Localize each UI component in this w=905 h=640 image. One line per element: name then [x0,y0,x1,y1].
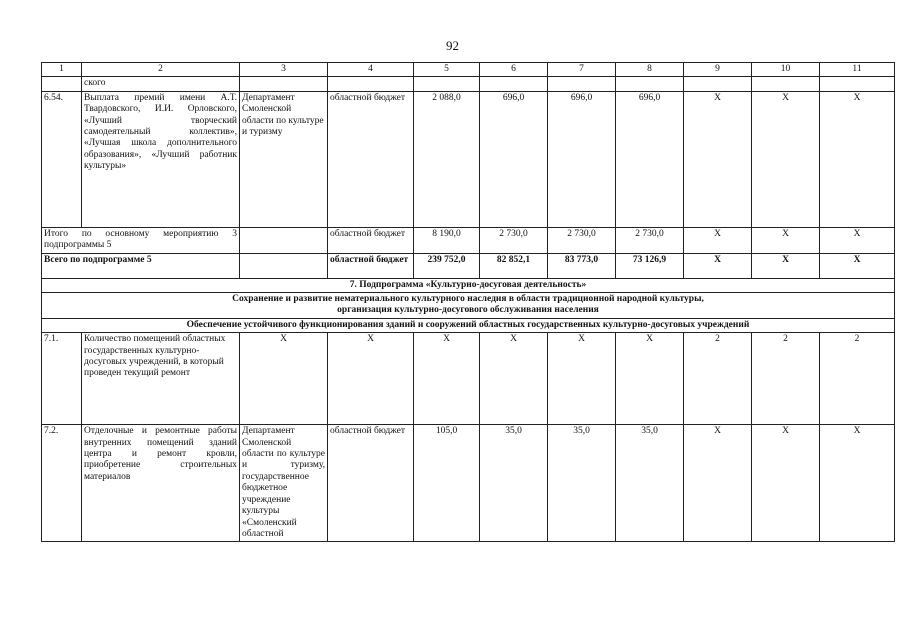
indicator-year-3: Х [820,253,895,278]
col-header-8: 8 [616,63,684,77]
value-year-1: 696,0 [480,91,548,227]
indicator-year-3: Х [820,425,895,542]
col-header-6: 6 [480,63,548,77]
subtotal-label: Итого по основному мероприятию 3 подпрограммы 5 [42,227,240,253]
value-year-1: 35,0 [480,425,548,542]
executor: Департамент Смоленской области по культуре и туризму [240,91,328,227]
measure-name: Количество помещений областных государственных культурно-досуговых учреждений, в который проведен текущий ремонт [82,333,240,425]
goal-line-2: организация культурно-досугового обслуживания населения [337,305,599,316]
measure-name: Выплата премий имени А.Т. Твардовского, И.И. Орловского, «Лучший творческий самодеятельный коллектив», «Лучшая школа дополнительного образования», «Лучший работник культуры» [82,91,240,227]
program-table [41,62,895,542]
task-row [42,318,895,332]
table-row [42,333,895,425]
col-header-7: 7 [548,63,616,77]
funding-source: областной бюджет [328,425,414,542]
goal-text [42,293,895,319]
row-number: 7.2. [42,425,82,542]
indicator-year-3: Х [820,91,895,227]
executor: Х [240,333,328,425]
page-number: 92 [446,38,459,53]
measure-name: Отделочные и ремонтные работы внутренних помещений зданий центра и ремонт кровли, приобретение строительных материалов [82,425,240,542]
executor: Департамент Смоленской области по культуре и туризму, государственное бюджетное учреждение культуры «Смоленский областной [240,425,328,542]
table-row [42,227,895,253]
indicator-year-2: Х [752,425,820,542]
goal-row [42,293,895,319]
indicator-year-3: 2 [820,333,895,425]
col-header-9: 9 [684,63,752,77]
value-total: Х [414,333,480,425]
table-row [42,91,895,227]
funding-source: областной бюджет [328,227,414,253]
col-header-3: 3 [240,63,328,77]
indicator-year-3: Х [820,227,895,253]
section-title: 7. Подпрограмма «Культурно-досуговая деятельность» [42,278,895,292]
funding-source: областной бюджет [328,91,414,227]
total-label: Всего по подпрограмме 5 [42,253,240,278]
row-number: 7.1. [42,333,82,425]
indicator-year-2: Х [752,91,820,227]
value-year-1: 82 852,1 [480,253,548,278]
indicator-year-2: 2 [752,333,820,425]
value-year-2: 696,0 [548,91,616,227]
col-header-11: 11 [820,63,895,77]
value-year-3: Х [616,333,684,425]
indicator-year-1: 2 [684,333,752,425]
table-row [42,425,895,542]
value-year-3: 35,0 [616,425,684,542]
value-year-2: Х [548,333,616,425]
col-header-10: 10 [752,63,820,77]
indicator-year-2: Х [752,227,820,253]
task-text: Обеспечение устойчивого функционирования зданий и сооружений областных государственных культурно-досуговых учреждений [42,318,895,332]
col-header-1: 1 [42,63,82,77]
value-year-3: 2 730,0 [616,227,684,253]
funding-source: Х [328,333,414,425]
value-year-1: 2 730,0 [480,227,548,253]
col-header-5: 5 [414,63,480,77]
goal-line-1: Сохранение и развитие нематериального культурного наследия в области традиционной народной культуры, [232,294,704,305]
table-row [42,253,895,278]
value-total: 105,0 [414,425,480,542]
value-year-2: 83 773,0 [548,253,616,278]
indicator-year-1: Х [684,227,752,253]
col-header-2: 2 [82,63,240,77]
value-total: 8 190,0 [414,227,480,253]
value-year-3: 696,0 [616,91,684,227]
value-year-1: Х [480,333,548,425]
value-year-2: 2 730,0 [548,227,616,253]
funding-source: областной бюджет [328,253,414,278]
indicator-year-1: Х [684,253,752,278]
indicator-year-2: Х [752,253,820,278]
column-number-row [42,63,895,77]
value-year-3: 73 126,9 [616,253,684,278]
indicator-year-1: Х [684,425,752,542]
value-total: 239 752,0 [414,253,480,278]
section-heading-row [42,278,895,292]
value-year-2: 35,0 [548,425,616,542]
value-total: 2 088,0 [414,91,480,227]
row-number: 6.54. [42,91,82,227]
indicator-year-1: Х [684,91,752,227]
continuation-text: ского [82,77,240,91]
continuation-row [42,77,895,91]
col-header-4: 4 [328,63,414,77]
